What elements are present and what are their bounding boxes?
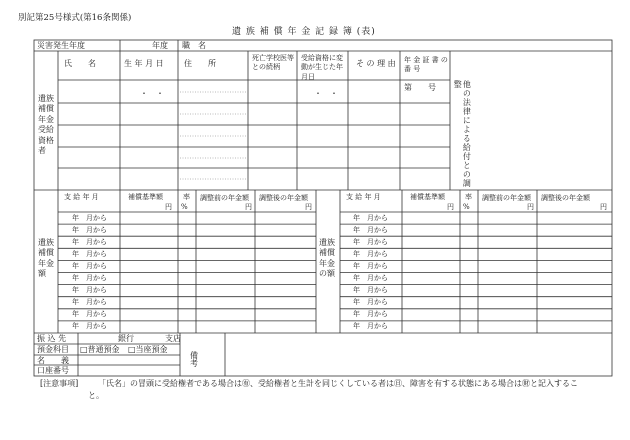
amount-row-period-label: 年 月から <box>72 322 107 331</box>
col-base-unit-right: 円 <box>447 203 454 211</box>
amount-row-period-label: 年 月から <box>353 249 388 258</box>
amount-row-period-label: 年 月から <box>353 261 388 270</box>
year-label: 年度 <box>152 41 168 50</box>
col-before-header-left: 調整前の年金額 <box>200 194 249 202</box>
branch-label: 支店 <box>165 334 181 343</box>
amount-row-period-label: 年 月から <box>72 249 107 258</box>
col-before-unit-right: 円 <box>527 203 534 211</box>
bank-label: 銀行 <box>118 334 134 343</box>
col-cert-no-header: 年 金 証 書 の 番 号 <box>404 56 448 74</box>
amount-row-period-label: 年 月から <box>353 274 388 282</box>
page-title: 遺 族 補 償 年 金 記 録 簿 (表) <box>232 27 376 37</box>
col-base-header-left: 補償基準額 <box>128 193 163 201</box>
col-base-unit-left: 円 <box>165 203 172 211</box>
recipients-section-label: 遺族補償年金受給資格者 <box>38 94 54 155</box>
col-base-header-right: 補償基準額 <box>410 193 445 201</box>
amount-row-period-label: 年 月から <box>353 298 388 307</box>
disaster-date-label: 災害発生年度 <box>37 41 85 50</box>
amount-row-period-label: 年 月から <box>353 310 388 319</box>
col-after-unit-right: 円 <box>600 203 607 211</box>
amount-row-period-label: 年 月から <box>353 322 388 331</box>
amount-row-period-label: 年 月から <box>72 298 107 307</box>
col-birth-header: 生 年 月 日 <box>124 59 164 68</box>
cert-no-suffix: 第 号 <box>404 83 436 92</box>
col-reason-header: そ の 理 由 <box>356 59 396 68</box>
col-name-header: 氏 名 <box>64 59 96 68</box>
form-reference: 別記第25号様式(第16条関係) <box>18 13 132 23</box>
amount-row-period-label: 年 月から <box>353 237 388 246</box>
col-after-unit-left: 円 <box>305 203 312 211</box>
col-before-header-right: 調整前の年金額 <box>482 194 531 202</box>
col-after-header-right: 調整後の年金額 <box>541 194 590 202</box>
col-rate-unit-left: % <box>181 203 188 211</box>
amount-row-period-label: 年 月から <box>353 213 388 222</box>
amount-row-period-label: 年 月から <box>353 225 388 234</box>
amounts-section-label-right: 遺族補償年金の額 <box>319 238 335 279</box>
col-relation-header: 死亡学校医等との続柄 <box>252 54 294 72</box>
transfer-label: 振 込 先 <box>37 334 67 343</box>
notes-label: [注意事項] <box>40 379 79 388</box>
amounts-section-label-left: 遺族補償年金額 <box>38 238 54 279</box>
amount-row-period-label: 年 月から <box>72 274 107 282</box>
option-savings-checkbox[interactable]: □普通預金 <box>80 345 120 354</box>
remarks-label: 備 考 <box>190 351 214 368</box>
holder-label: 名 義 <box>37 356 69 365</box>
col-rate-header-right: 率 <box>465 193 472 201</box>
col-other-law-header: 他の法律による給付との調整 <box>453 80 472 188</box>
amount-row-period-label: 年 月から <box>72 286 107 295</box>
option-checking-checkbox[interactable]: □当座預金 <box>128 345 168 354</box>
notes-line-2: と。 <box>88 391 104 400</box>
amount-row-period-label: 年 月から <box>72 225 107 234</box>
col-period-header-right: 支 給 年 月 <box>346 193 381 201</box>
amount-row-period-label: 年 月から <box>72 310 107 319</box>
amount-row-period-label: 年 月から <box>72 261 107 270</box>
col-period-header-left: 支 給 年 月 <box>64 193 99 201</box>
col-rate-unit-right: % <box>463 203 470 211</box>
col-address-header: 住 所 <box>184 59 216 68</box>
amount-row-period-label: 年 月から <box>353 286 388 295</box>
change-date-dots: ・ ・ <box>314 89 338 98</box>
col-change-date-header: 受給資格に変動が生じた年月日 <box>301 54 343 81</box>
job-label: 職 名 <box>182 41 206 50</box>
col-before-unit-left: 円 <box>245 203 252 211</box>
notes-line-1: 「氏名」の冒頭に受給権者である場合は㊒、受給権者と生計を同じくしている者は㊐、障害を有する状態にある場合は㊖と記入するこ <box>98 379 578 388</box>
account-no-label: 口座番号 <box>37 366 69 375</box>
birth-date-dots: ・ ・ <box>140 89 164 98</box>
amount-row-period-label: 年 月から <box>72 237 107 246</box>
amount-row-period-label: 年 月から <box>72 213 107 222</box>
col-rate-header-left: 率 <box>183 193 190 201</box>
account-type-label: 預金科目 <box>37 345 69 354</box>
col-after-header-left: 調整後の年金額 <box>259 194 308 202</box>
